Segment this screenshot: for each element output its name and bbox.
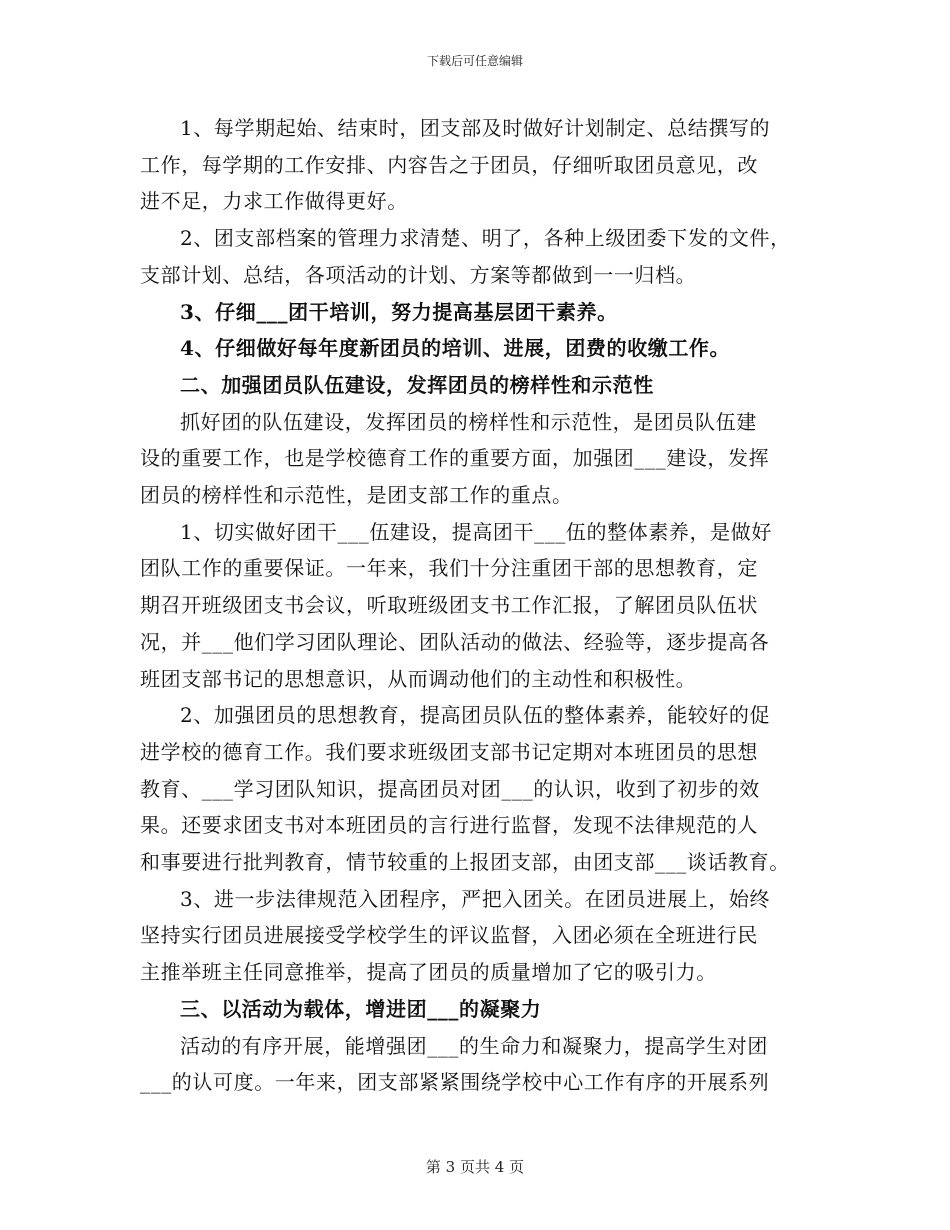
- text-line: 抓好团的队伍建设，发挥团员的榜样性和示范性，是团员队伍建: [180, 409, 757, 434]
- text-line: 班团支部书记的思想意识，从而调动他们的主动性和积极性。: [140, 666, 697, 691]
- text-paragraph: [140, 220, 810, 293]
- text-line: 支部计划、总结，各项活动的计划、方案等都做到一一归档。: [140, 262, 697, 287]
- page-header: 下载后可任意编辑: [426, 54, 523, 68]
- text-line: 活动的有序开展，能增强团___的生命力和凝聚力，提高学生对团: [180, 1033, 768, 1058]
- heading-paragraph: [140, 991, 810, 1028]
- text-line: 坚持实行团员进展接受学校学生的评议监督，入团必须在全班进行民: [140, 923, 758, 948]
- text-line: 2、加强团员的思想教育，提高团员队伍的整体素养，能较好的促: [180, 703, 771, 728]
- text-line: 和事要进行批判教育，情节较重的上报团支部，由团支部___谈话教育。: [140, 850, 790, 875]
- text-line: 1、切实做好团干___伍建设，提高团干___伍的整体素养，是做好: [180, 519, 772, 544]
- text-line: 4、仔细做好每年度新团员的培训、进展，团费的收缴工作。: [180, 336, 731, 361]
- text-line: 教育、___学习团队知识，提高团员对团___的认识，收到了初步的效: [140, 776, 760, 801]
- heading-paragraph: [140, 294, 810, 331]
- text-paragraph: [140, 514, 810, 698]
- page-footer: 第 3 页共 4 页: [425, 1158, 525, 1176]
- text-line: 进学校的德育工作。我们要求班级团支部书记定期对本班团员的思想: [140, 739, 758, 764]
- text-line: ___的认可度。一年来，团支部紧紧围绕学校中心工作有序的开展系列: [140, 1070, 770, 1095]
- text-line: 2、团支部档案的管理力求清楚、明了，各种上级团委下发的文件，: [180, 226, 791, 251]
- text-line: 主推举班主任同意推举，提高了团员的质量增加了它的吸引力。: [140, 960, 717, 985]
- heading-paragraph: [140, 367, 810, 404]
- document-body: [140, 110, 810, 1101]
- text-line: 况，并___他们学习团队理论、团队活动的做法、经验等，逐步提高各: [140, 629, 770, 654]
- text-line: 团员的榜样性和示范性，是团支部工作的重点。: [140, 483, 573, 508]
- text-line: 团队工作的重要保证。一年来，我们十分注重团干部的思想教育，定: [140, 556, 758, 581]
- text-line: 期召开班级团支书会议，听取班级团支书工作汇报，了解团员队伍状: [140, 593, 758, 618]
- text-paragraph: [140, 404, 810, 514]
- text-paragraph: [140, 697, 810, 881]
- text-paragraph: [140, 881, 810, 991]
- text-paragraph: [140, 110, 810, 220]
- text-line: 设的重要工作，也是学校德育工作的重要方面，加强团___建设，发挥: [140, 446, 770, 471]
- text-paragraph: [140, 1028, 810, 1101]
- heading-paragraph: [140, 330, 810, 367]
- text-line: 3、进一步法律规范入团程序，严把入团关。在团员进展上，始终: [180, 886, 771, 911]
- text-line: 果。还要求团支书对本班团员的言行进行监督，发现不法律规范的人: [140, 813, 758, 838]
- text-line: 3、仔细___团干培训，努力提高基层团干素养。: [180, 299, 618, 324]
- text-line: 二、加强团员队伍建设，发挥团员的榜样性和示范性: [180, 372, 654, 397]
- text-line: 三、以活动为载体，增进团___的凝聚力: [180, 996, 542, 1021]
- text-line: 进不足，力求工作做得更好。: [140, 189, 408, 214]
- text-line: 1、每学期起始、结束时，团支部及时做好计划制定、总结撰写的: [180, 116, 771, 140]
- text-line: 工作，每学期的工作安排、内容告之于团员，仔细听取团员意见，改: [140, 152, 758, 177]
